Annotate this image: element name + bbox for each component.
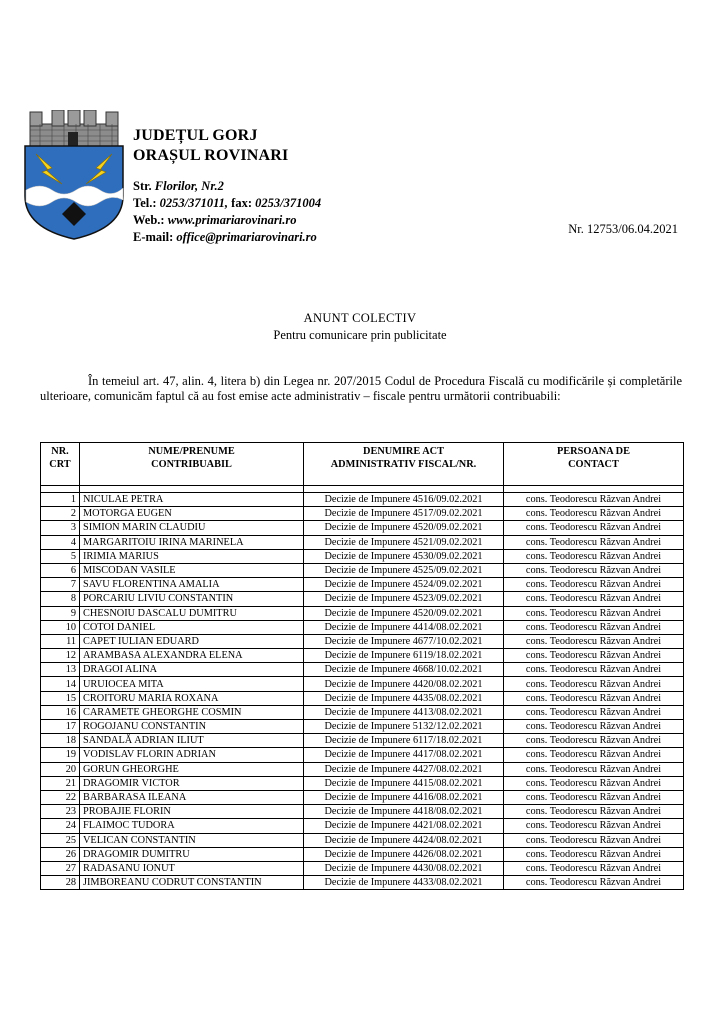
- email-line: [133, 229, 321, 246]
- contact-person: cons. Teodorescu Răzvan Andrei: [504, 578, 684, 592]
- announcement-title: ANUNT COLECTIV: [303, 311, 417, 325]
- contact-person: cons. Teodorescu Răzvan Andrei: [504, 691, 684, 705]
- header-nr: [41, 443, 80, 486]
- row-number: 11: [41, 634, 80, 648]
- table-row: [41, 634, 684, 648]
- contributors-table: [40, 442, 684, 890]
- header-nr-line2: CRT: [49, 459, 71, 470]
- tax-act: Decizie de Impunere 4517/09.02.2021: [304, 507, 504, 521]
- contributor-name: SIMION MARIN CLAUDIU: [80, 521, 304, 535]
- address-value: Florilor, Nr.2: [154, 179, 224, 193]
- contributor-name: SAVU FLORENTINA AMALIA: [80, 578, 304, 592]
- contributor-name: JIMBOREANU CODRUT CONSTANTIN: [80, 876, 304, 890]
- table-row: [41, 620, 684, 634]
- table-row: [41, 776, 684, 790]
- contributor-name: MISCODAN VASILE: [80, 563, 304, 577]
- tax-act: Decizie de Impunere 4413/08.02.2021: [304, 705, 504, 719]
- header-nr-line1: NR.: [51, 446, 69, 457]
- contact-person: cons. Teodorescu Răzvan Andrei: [504, 521, 684, 535]
- contact-person: cons. Teodorescu Răzvan Andrei: [504, 748, 684, 762]
- tax-act: Decizie de Impunere 4523/09.02.2021: [304, 592, 504, 606]
- row-number: 22: [41, 790, 80, 804]
- contact-person: cons. Teodorescu Răzvan Andrei: [504, 876, 684, 890]
- contributor-name: ROGOJANU CONSTANTIN: [80, 720, 304, 734]
- row-number: 27: [41, 861, 80, 875]
- contributor-name: CHESNOIU DASCALU DUMITRU: [80, 606, 304, 620]
- contact-person: cons. Teodorescu Răzvan Andrei: [504, 847, 684, 861]
- row-number: 9: [41, 606, 80, 620]
- table-spacer-row: [41, 486, 684, 493]
- row-number: 12: [41, 649, 80, 663]
- tax-act: Decizie de Impunere 4420/08.02.2021: [304, 677, 504, 691]
- address-label: Str.: [133, 179, 152, 193]
- letterhead: [133, 126, 321, 246]
- contact-person: cons. Teodorescu Răzvan Andrei: [504, 720, 684, 734]
- table-row: [41, 861, 684, 875]
- table-row: [41, 563, 684, 577]
- tax-act: Decizie de Impunere 4433/08.02.2021: [304, 876, 504, 890]
- tax-act: Decizie de Impunere 4520/09.02.2021: [304, 521, 504, 535]
- row-number: 17: [41, 720, 80, 734]
- tax-act: Decizie de Impunere 4520/09.02.2021: [304, 606, 504, 620]
- tax-act: Decizie de Impunere 5132/12.02.2021: [304, 720, 504, 734]
- contributor-name: CROITORU MARIA ROXANA: [80, 691, 304, 705]
- table-row: [41, 720, 684, 734]
- contact-person: cons. Teodorescu Răzvan Andrei: [504, 649, 684, 663]
- contact-person: cons. Teodorescu Răzvan Andrei: [504, 734, 684, 748]
- table-body: [41, 493, 684, 890]
- row-number: 2: [41, 507, 80, 521]
- header-contact: [504, 443, 684, 486]
- tax-act: Decizie de Impunere 4414/08.02.2021: [304, 620, 504, 634]
- contact-person: cons. Teodorescu Răzvan Andrei: [504, 762, 684, 776]
- table-row: [41, 705, 684, 719]
- contributor-name: MARGARITOIU IRINA MARINELA: [80, 535, 304, 549]
- contributor-name: VELICAN CONSTANTIN: [80, 833, 304, 847]
- contributor-name: DRAGOMIR DUMITRU: [80, 847, 304, 861]
- contact-person: cons. Teodorescu Răzvan Andrei: [504, 861, 684, 875]
- table-row: [41, 578, 684, 592]
- contact-person: cons. Teodorescu Răzvan Andrei: [504, 705, 684, 719]
- row-number: 4: [41, 535, 80, 549]
- tax-act: Decizie de Impunere 4516/09.02.2021: [304, 493, 504, 507]
- contact-person: cons. Teodorescu Răzvan Andrei: [504, 663, 684, 677]
- tax-act: Decizie de Impunere 4525/09.02.2021: [304, 563, 504, 577]
- table-row: [41, 677, 684, 691]
- table-row: [41, 762, 684, 776]
- row-number: 10: [41, 620, 80, 634]
- contact-person: cons. Teodorescu Răzvan Andrei: [504, 634, 684, 648]
- header-name-line2: CONTRIBUABIL: [151, 459, 232, 470]
- county-name: JUDEȚUL GORJ: [133, 127, 258, 144]
- contact-person: cons. Teodorescu Răzvan Andrei: [504, 592, 684, 606]
- contributor-name: NICULAE PETRA: [80, 493, 304, 507]
- contact-person: cons. Teodorescu Răzvan Andrei: [504, 819, 684, 833]
- table-row: [41, 833, 684, 847]
- tax-act: Decizie de Impunere 6117/18.02.2021: [304, 734, 504, 748]
- web-line: [133, 212, 321, 229]
- header-name: [80, 443, 304, 486]
- table-row: [41, 876, 684, 890]
- contact-person: cons. Teodorescu Răzvan Andrei: [504, 677, 684, 691]
- phone-line: [133, 195, 321, 212]
- tax-act: Decizie de Impunere 4415/08.02.2021: [304, 776, 504, 790]
- phone-value: 0253/371011,: [159, 196, 229, 210]
- web-label: Web.:: [133, 213, 165, 227]
- table-row: [41, 805, 684, 819]
- email-label: E-mail:: [133, 230, 174, 244]
- contributor-name: GORUN GHEORGHE: [80, 762, 304, 776]
- tax-act: Decizie de Impunere 4421/08.02.2021: [304, 819, 504, 833]
- row-number: 16: [41, 705, 80, 719]
- table-row: [41, 790, 684, 804]
- table-row: [41, 592, 684, 606]
- row-number: 3: [41, 521, 80, 535]
- contact-person: cons. Teodorescu Răzvan Andrei: [504, 790, 684, 804]
- table-row: [41, 663, 684, 677]
- tax-act: Decizie de Impunere 4416/08.02.2021: [304, 790, 504, 804]
- header-name-line1: NUME/PRENUME: [148, 446, 235, 457]
- row-number: 7: [41, 578, 80, 592]
- tax-act: Decizie de Impunere 4668/10.02.2021: [304, 663, 504, 677]
- row-number: 26: [41, 847, 80, 861]
- contributor-name: CARAMETE GHEORGHE COSMIN: [80, 705, 304, 719]
- tax-act: Decizie de Impunere 4418/08.02.2021: [304, 805, 504, 819]
- contributor-name: MOTORGA EUGEN: [80, 507, 304, 521]
- table-row: [41, 847, 684, 861]
- contributor-name: PORCARIU LIVIU CONSTANTIN: [80, 592, 304, 606]
- contributor-name: DRAGOI ALINA: [80, 663, 304, 677]
- table-row: [41, 819, 684, 833]
- coat-of-arms-icon: [22, 110, 126, 240]
- row-number: 28: [41, 876, 80, 890]
- header-act-line1: DENUMIRE ACT: [363, 446, 444, 457]
- contributor-name: IRIMIA MARIUS: [80, 549, 304, 563]
- row-number: 18: [41, 734, 80, 748]
- contact-person: cons. Teodorescu Răzvan Andrei: [504, 549, 684, 563]
- tax-act: Decizie de Impunere 4435/08.02.2021: [304, 691, 504, 705]
- contributor-name: SANDALĂ ADRIAN ILIUT: [80, 734, 304, 748]
- fax-value: 0253/371004: [255, 196, 322, 210]
- contact-person: cons. Teodorescu Răzvan Andrei: [504, 805, 684, 819]
- table-row: [41, 734, 684, 748]
- table-row: [41, 549, 684, 563]
- announcement-subtitle: Pentru comunicare prin publicitate: [273, 328, 447, 342]
- row-number: 24: [41, 819, 80, 833]
- row-number: 13: [41, 663, 80, 677]
- contact-person: cons. Teodorescu Răzvan Andrei: [504, 507, 684, 521]
- tax-act: Decizie de Impunere 4521/09.02.2021: [304, 535, 504, 549]
- address-line: [133, 178, 321, 195]
- document-number: Nr. 12753/06.04.2021: [568, 222, 678, 236]
- header-contact-line1: PERSOANA DE: [557, 446, 630, 457]
- contact-person: cons. Teodorescu Răzvan Andrei: [504, 535, 684, 549]
- tax-act: Decizie de Impunere 4424/08.02.2021: [304, 833, 504, 847]
- tax-act: Decizie de Impunere 6119/18.02.2021: [304, 649, 504, 663]
- row-number: 1: [41, 493, 80, 507]
- contact-person: cons. Teodorescu Răzvan Andrei: [504, 620, 684, 634]
- email-link[interactable]: office@primariarovinari.ro: [176, 230, 317, 244]
- fax-label: fax:: [231, 196, 252, 210]
- phone-label: Tel.:: [133, 196, 157, 210]
- table-row: [41, 649, 684, 663]
- contributor-name: ARAMBASA ALEXANDRA ELENA: [80, 649, 304, 663]
- row-number: 15: [41, 691, 80, 705]
- header-act-line2: ADMINISTRATIV FISCAL/NR.: [330, 459, 477, 470]
- tax-act: Decizie de Impunere 4530/09.02.2021: [304, 549, 504, 563]
- tax-act: Decizie de Impunere 4417/08.02.2021: [304, 748, 504, 762]
- row-number: 20: [41, 762, 80, 776]
- contact-person: cons. Teodorescu Răzvan Andrei: [504, 493, 684, 507]
- contact-person: cons. Teodorescu Răzvan Andrei: [504, 606, 684, 620]
- contact-person: cons. Teodorescu Răzvan Andrei: [504, 833, 684, 847]
- header-contact-line2: CONTACT: [568, 459, 619, 470]
- contributor-name: BARBARASA ILEANA: [80, 790, 304, 804]
- table-row: [41, 748, 684, 762]
- tax-act: Decizie de Impunere 4524/09.02.2021: [304, 578, 504, 592]
- tax-act: Decizie de Impunere 4430/08.02.2021: [304, 861, 504, 875]
- table-row: [41, 493, 684, 507]
- table-row: [41, 691, 684, 705]
- contributor-name: PROBAJIE FLORIN: [80, 805, 304, 819]
- header-act: [304, 443, 504, 486]
- table-row: [41, 535, 684, 549]
- row-number: 21: [41, 776, 80, 790]
- tower-crown: [30, 110, 118, 146]
- row-number: 6: [41, 563, 80, 577]
- row-number: 19: [41, 748, 80, 762]
- contact-person: cons. Teodorescu Răzvan Andrei: [504, 563, 684, 577]
- web-link[interactable]: www.primariarovinari.ro: [167, 213, 297, 227]
- row-number: 5: [41, 549, 80, 563]
- row-number: 14: [41, 677, 80, 691]
- tax-act: Decizie de Impunere 4677/10.02.2021: [304, 634, 504, 648]
- contributor-name: URUIOCEA MITA: [80, 677, 304, 691]
- table-header-row: [41, 443, 684, 486]
- row-number: 25: [41, 833, 80, 847]
- contributor-name: DRAGOMIR VICTOR: [80, 776, 304, 790]
- contributor-name: COTOI DANIEL: [80, 620, 304, 634]
- table-row: [41, 606, 684, 620]
- intro-paragraph: În temeiul art. 47, alin. 4, litera b) din Legea nr. 207/2015 Codul de Procedura Fiscală cu modificările și completările ulterioare, comunicăm faptul că au fost emise acte administrativ – fiscale pentru următorii contribuabili:: [40, 374, 682, 403]
- announcement-title-block: [0, 310, 720, 344]
- table-row: [41, 521, 684, 535]
- contributor-name: CAPET IULIAN EDUARD: [80, 634, 304, 648]
- contributor-name: RADASANU IONUT: [80, 861, 304, 875]
- tax-act: Decizie de Impunere 4426/08.02.2021: [304, 847, 504, 861]
- tax-act: Decizie de Impunere 4427/08.02.2021: [304, 762, 504, 776]
- city-name: ORAȘUL ROVINARI: [133, 147, 289, 164]
- contributor-name: FLAIMOC TUDORA: [80, 819, 304, 833]
- table-row: [41, 507, 684, 521]
- contact-person: cons. Teodorescu Răzvan Andrei: [504, 776, 684, 790]
- row-number: 8: [41, 592, 80, 606]
- row-number: 23: [41, 805, 80, 819]
- contributor-name: VODISLAV FLORIN ADRIAN: [80, 748, 304, 762]
